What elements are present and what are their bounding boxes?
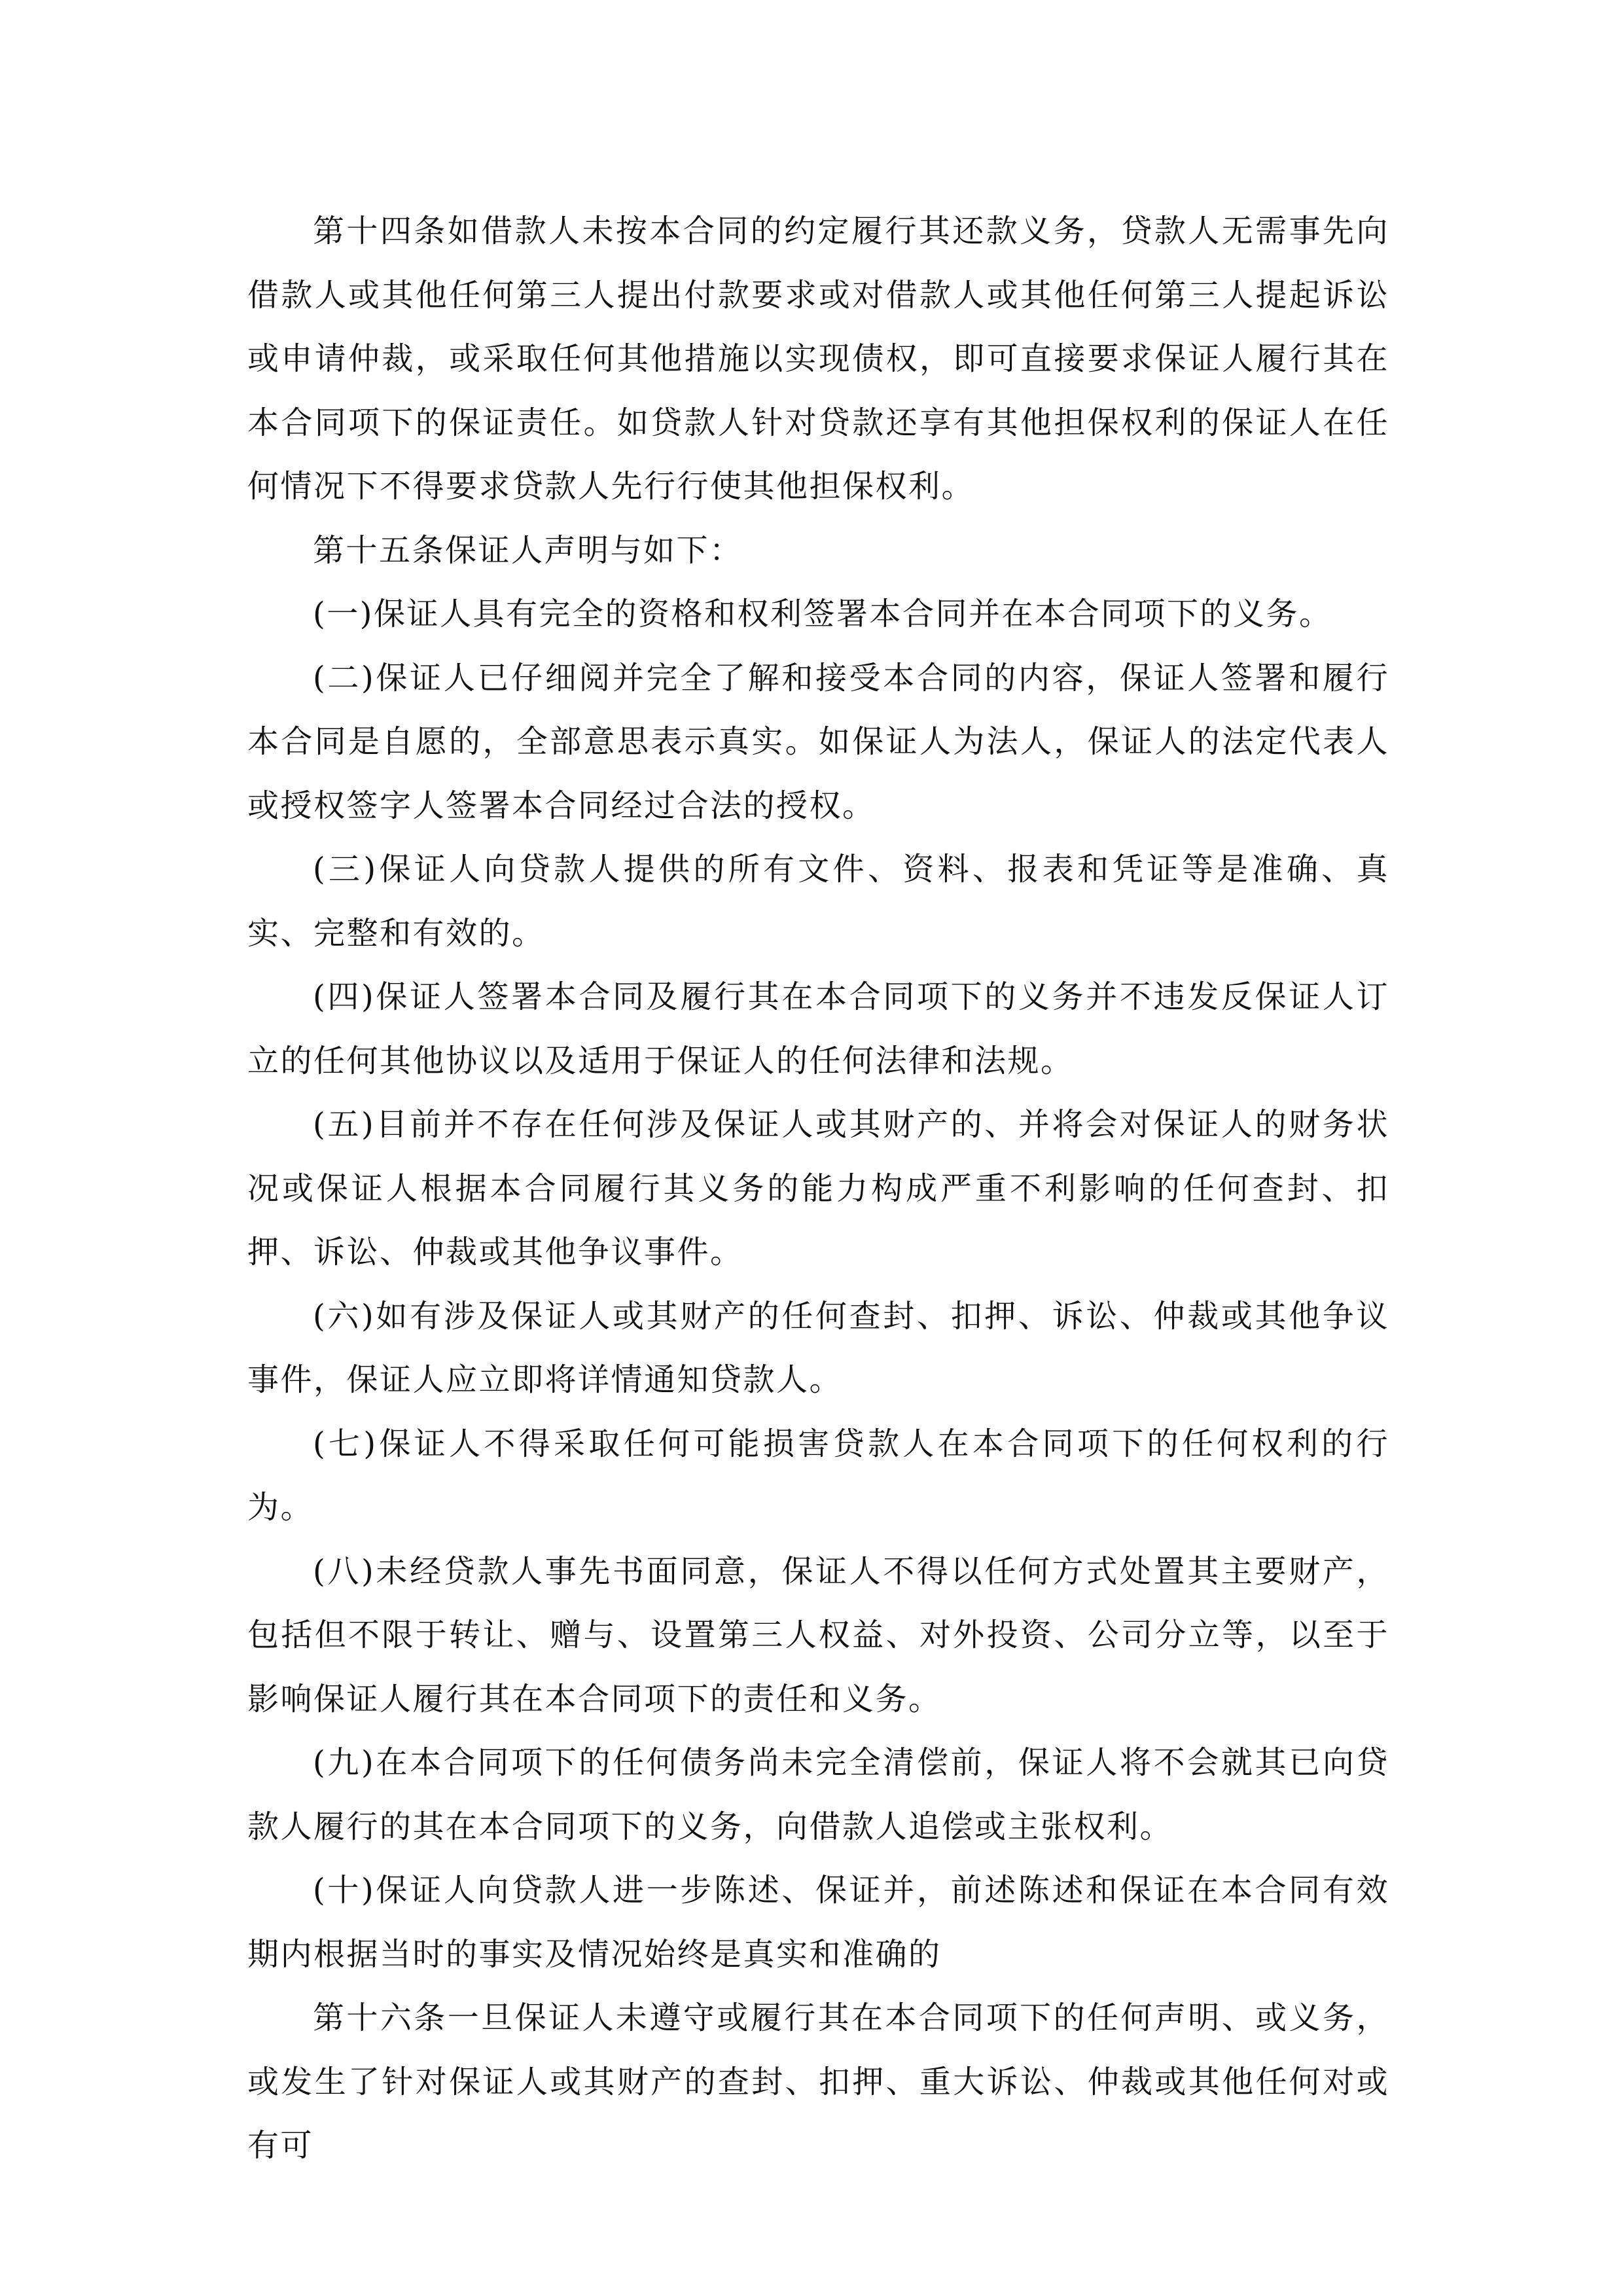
article-16-paragraph: 第十六条一旦保证人未遵守或履行其在本合同项下的任何声明、或义务，或发生了针对保证人或其财产的查封、扣押、重大诉讼、仲裁或其他任何对或有可	[247, 2000, 1389, 2164]
clause-2-paragraph: (二)保证人已仔细阅并完全了解和接受本合同的内容，保证人签署和履行本合同是自愿的，全部意思表示真实。如保证人为法人，保证人的法定代表人或授权签字人签署本合同经过合法的授权。	[247, 659, 1389, 824]
clause-8-paragraph: (八)未经贷款人事先书面同意，保证人不得以任何方式处置其主要财产，包括但不限于转让、赠与、设置第三人权益、对外投资、公司分立等，以至于影响保证人履行其在本合同项下的责任和义务。	[247, 1552, 1389, 1717]
clause-10-paragraph: (十)保证人向贷款人进一步陈述、保证并，前述陈述和保证在本合同有效期内根据当时的事实及情况始终是真实和准确的	[247, 1872, 1389, 1973]
clause-9-paragraph: (九)在本合同项下的任何债务尚未完全清偿前，保证人将不会就其已向贷款人履行的其在本合同项下的义务，向借款人追偿或主张权利。	[247, 1744, 1389, 1845]
clause-7-paragraph: (七)保证人不得采取任何可能损害贷款人在本合同项下的任何权利的行为。	[247, 1425, 1389, 1526]
clause-5-paragraph: (五)目前并不存在任何涉及保证人或其财产的、并将会对保证人的财务状况或保证人根据本合同履行其义务的能力构成严重不利影响的任何查封、扣押、诉讼、仲裁或其他争议事件。	[247, 1106, 1389, 1270]
clause-6-paragraph: (六)如有涉及保证人或其财产的任何查封、扣押、诉讼、仲裁或其他争议事件，保证人应立即将详情通知贷款人。	[247, 1297, 1389, 1398]
article-14-paragraph: 第十四条如借款人未按本合同的约定履行其还款义务，贷款人无需事先向借款人或其他任何第三人提出付款要求或对借款人或其他任何第三人提起诉讼或申请仲裁，或采取任何其他措施以实现债权，即可直接要求保证人履行其在本合同项下的保证责任。如贷款人针对贷款还享有其他担保权利的保证人在任何情况下不得要求贷款人先行行使其他担保权利。	[247, 213, 1389, 505]
clause-4-paragraph: (四)保证人签署本合同及履行其在本合同项下的义务并不违发反保证人订立的任何其他协议以及适用于保证人的任何法律和法规。	[247, 978, 1389, 1079]
document-body	[247, 200, 1389, 2178]
clause-1-paragraph: (一)保证人具有完全的资格和权利签署本合同并在本合同项下的义务。	[313, 596, 1332, 632]
clause-3-paragraph: (三)保证人向贷款人提供的所有文件、资料、报表和凭证等是准确、真实、完整和有效的。	[247, 851, 1389, 952]
article-15-heading: 第十五条保证人声明与如下：	[313, 531, 743, 569]
